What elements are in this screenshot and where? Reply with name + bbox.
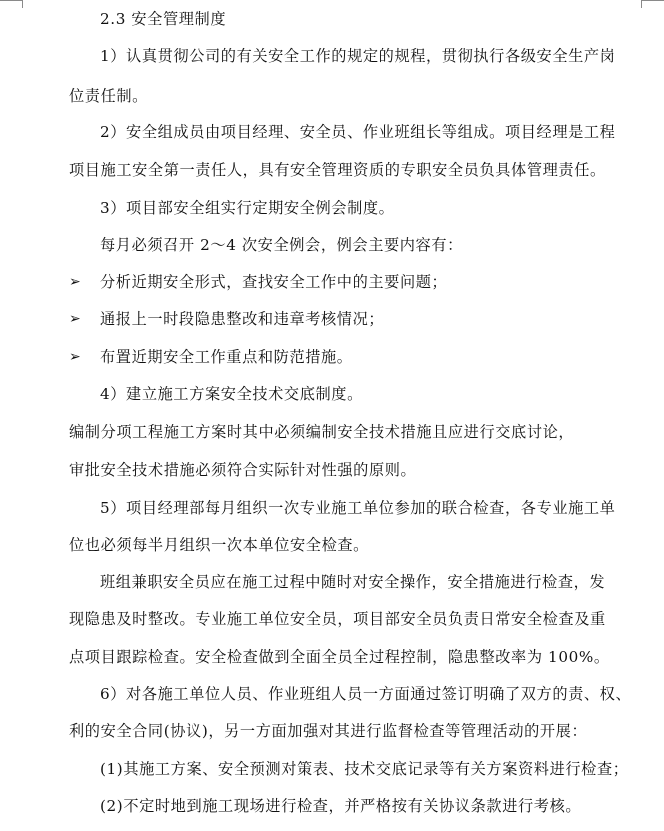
paragraph-1-line-2: 位责任制。 <box>69 87 148 105</box>
paragraph-7-line-2: 位也必须每半月组织一次本单位安全检查。 <box>69 536 369 554</box>
paragraph-8-line-1: 班组兼职安全员应在施工过程中随时对安全操作，安全措施进行检查，发 <box>100 573 606 591</box>
paragraph-10-line-1: (1)其施工方案、安全预测对策表、技术交底记录等有关方案资料进行检查； <box>100 760 629 778</box>
paragraph-9-line-2: 利的安全合同(协议)，另一方面加强对其进行监督检查等管理活动的开展： <box>69 722 588 740</box>
paragraph-6-line-2: 审批安全技术措施必须符合实际针对性强的原则。 <box>69 461 417 479</box>
paragraph-5-line-1: 4）建立施工方案安全技术交底制度。 <box>100 385 363 403</box>
bullet-arrow-icon: ➢ <box>69 274 81 290</box>
crop-mark-left <box>0 0 22 1</box>
crop-mark-right-tick <box>641 0 642 8</box>
bullet-item-3: 布置近期安全工作重点和防范措施。 <box>100 348 353 366</box>
paragraph-7-line-1: 5）项目经理部每月组织一次专业施工单位参加的联合检查，各专业施工单 <box>100 499 616 517</box>
paragraph-3-line-1: 3）项目部安全组实行定期安全例会制度。 <box>100 199 395 217</box>
paragraph-11-line-1: (2)不定时地到施工现场进行检查，并严格按有关协议条款进行考核。 <box>100 797 582 815</box>
paragraph-6-line-1: 编制分项工程施工方案时其中必须编制安全技术措施且应进行交底讨论， <box>69 423 575 441</box>
crop-mark-right <box>642 0 664 1</box>
bullet-arrow-icon: ➢ <box>69 311 81 327</box>
paragraph-2-line-2: 项目施工安全第一责任人，具有安全管理资质的专职安全员负具体管理责任。 <box>69 161 606 179</box>
bullet-item-2: 通报上一时段隐患整改和违章考核情况； <box>100 310 385 328</box>
paragraph-8-line-2: 现隐患及时整改。专业施工单位安全员，项目部安全员负责日常安全检查及重 <box>69 610 606 628</box>
bullet-item-1: 分析近期安全形式，查找安全工作中的主要问题； <box>100 273 448 291</box>
paragraph-9-line-1: 6）对各施工单位人员、作业班组人员一方面通过签订明确了双方的责、权、 <box>100 685 632 703</box>
crop-mark-left-tick <box>22 0 23 8</box>
paragraph-2-line-1: 2）安全组成员由项目经理、安全员、作业班组长等组成。项目经理是工程 <box>100 123 616 141</box>
section-heading: 2.3 安全管理制度 <box>100 10 227 28</box>
bullet-arrow-icon: ➢ <box>69 349 81 365</box>
paragraph-1-line-1: 1）认真贯彻公司的有关安全工作的规定的规程，贯彻执行各级安全生产岗 <box>100 47 616 65</box>
paragraph-4-line-1: 每月必须召开 2～4 次安全例会，例会主要内容有： <box>100 236 463 254</box>
paragraph-8-line-3: 点项目跟踪检查。安全检查做到全面全员全过程控制，隐患整改率为 100%。 <box>69 648 610 666</box>
